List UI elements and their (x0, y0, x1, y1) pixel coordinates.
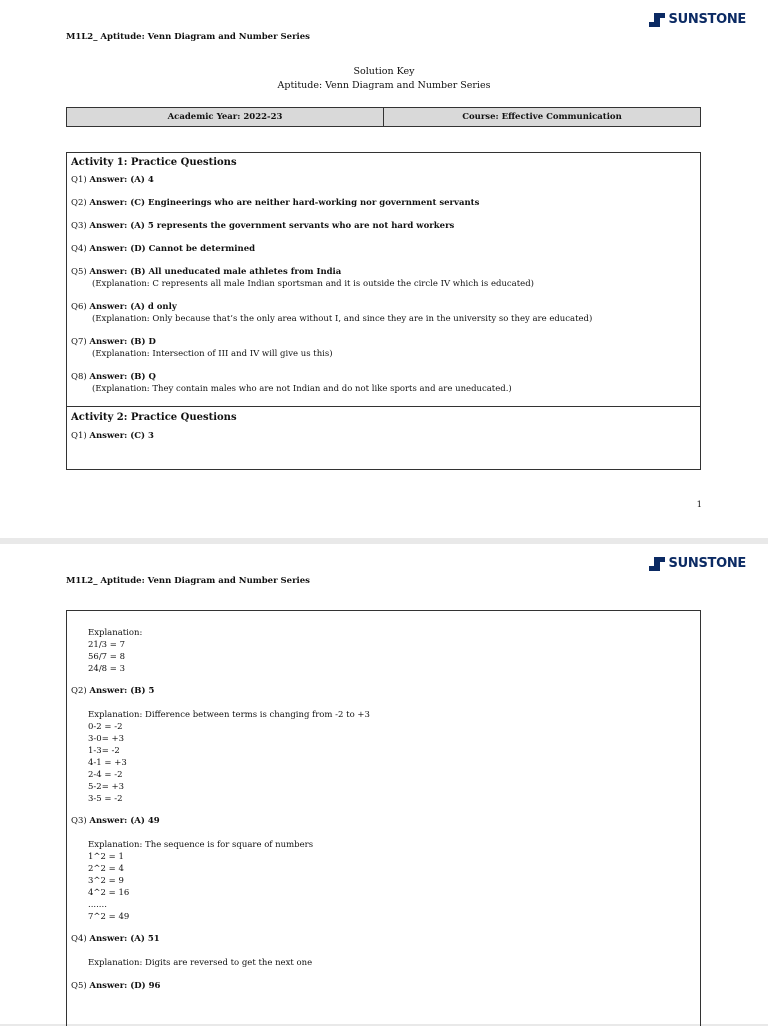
activity-2-heading: Activity 2: Practice Questions (71, 412, 237, 423)
doc-header-label: M1L2_ Aptitude: Venn Diagram and Number Series (66, 576, 310, 586)
question-item: Q6) Answer: (A) d only (Explanation: Only because that’s the only area without I, and since they are in the university so they are educated) (67, 301, 700, 325)
question-item: Q8) Answer: (B) Q (Explanation: They contain males who are not Indian and do not like sports and are uneducated.) (67, 371, 700, 395)
explanation-block: Explanation: Digits are reversed to get the next one (88, 958, 313, 968)
question-item: Q5) Answer: (B) All uneducated male athletes from India (Explanation: C represents all male Indian sportsman and it is outside the circle IV which is educated) (67, 266, 700, 290)
answers-box-continued (66, 610, 701, 1026)
page-number: 1 (696, 500, 702, 510)
doc-title: Solution Key (353, 66, 415, 77)
sunstone-logo-mark-icon (649, 13, 665, 27)
explanation-block: Explanation: Difference between terms is changing from -2 to +3 0-2 = -2 3-0= +3 1-3= -2 4-1 = +3 2-4 = -2 5-2= +3 3-5 = -2 (88, 710, 370, 804)
logo-text: SUNSTONE (668, 12, 746, 27)
question-item: Q4) Answer: (A) 51 (71, 934, 160, 944)
explanation: (Explanation: Intersection of III and IV will give us this) (92, 349, 333, 359)
sunstone-logo-mark-icon (649, 557, 665, 571)
question-item: Q3) Answer: (A) 49 (71, 816, 160, 826)
question-item: Q2) Answer: (B) 5 (71, 686, 155, 696)
question-item: Q2) Answer: (C) Engineerings who are neither hard-working nor government servants (71, 198, 480, 208)
explanation-block: Explanation: 21/3 = 7 56/7 = 8 24/8 = 3 (88, 628, 143, 674)
question-item: Q1) Answer: (A) 4 (71, 175, 154, 185)
question-item: Q7) Answer: (B) D (Explanation: Intersection of III and IV will give us this) (67, 336, 700, 360)
info-table (66, 107, 701, 127)
activity-1-heading: Activity 1: Practice Questions (71, 157, 237, 168)
academic-year-cell: Academic Year: 2022-23 (167, 112, 283, 122)
question-item: Q4) Answer: (D) Cannot be determined (71, 244, 256, 254)
doc-subtitle: Aptitude: Venn Diagram and Number Series (277, 80, 491, 91)
logo-text: SUNSTONE (668, 556, 746, 571)
sunstone-logo (649, 556, 746, 571)
explanation-block: Explanation: The sequence is for square of numbers 1^2 = 1 2^2 = 4 3^2 = 9 4^2 = 16 ....... 7^2 = 49 (88, 840, 314, 922)
question-item: Q5) Answer: (D) 96 (71, 981, 161, 991)
doc-header-label: M1L2_ Aptitude: Venn Diagram and Number Series (66, 32, 310, 42)
sunstone-logo (649, 12, 746, 27)
question-item: Q1) Answer: (C) 3 (71, 431, 154, 441)
explanation: (Explanation: Only because that’s the only area without I, and since they are in the university so they are educated) (92, 314, 593, 324)
question-item: Q3) Answer: (A) 5 represents the government servants who are not hard workers (71, 221, 455, 231)
course-cell: Course: Effective Communication (383, 108, 700, 126)
explanation: (Explanation: They contain males who are not Indian and do not like sports and are uneducated.) (92, 384, 512, 394)
answers-box (66, 152, 701, 470)
explanation: (Explanation: C represents all male Indian sportsman and it is outside the circle IV which is educated) (92, 279, 534, 289)
page-2 (0, 544, 768, 1024)
